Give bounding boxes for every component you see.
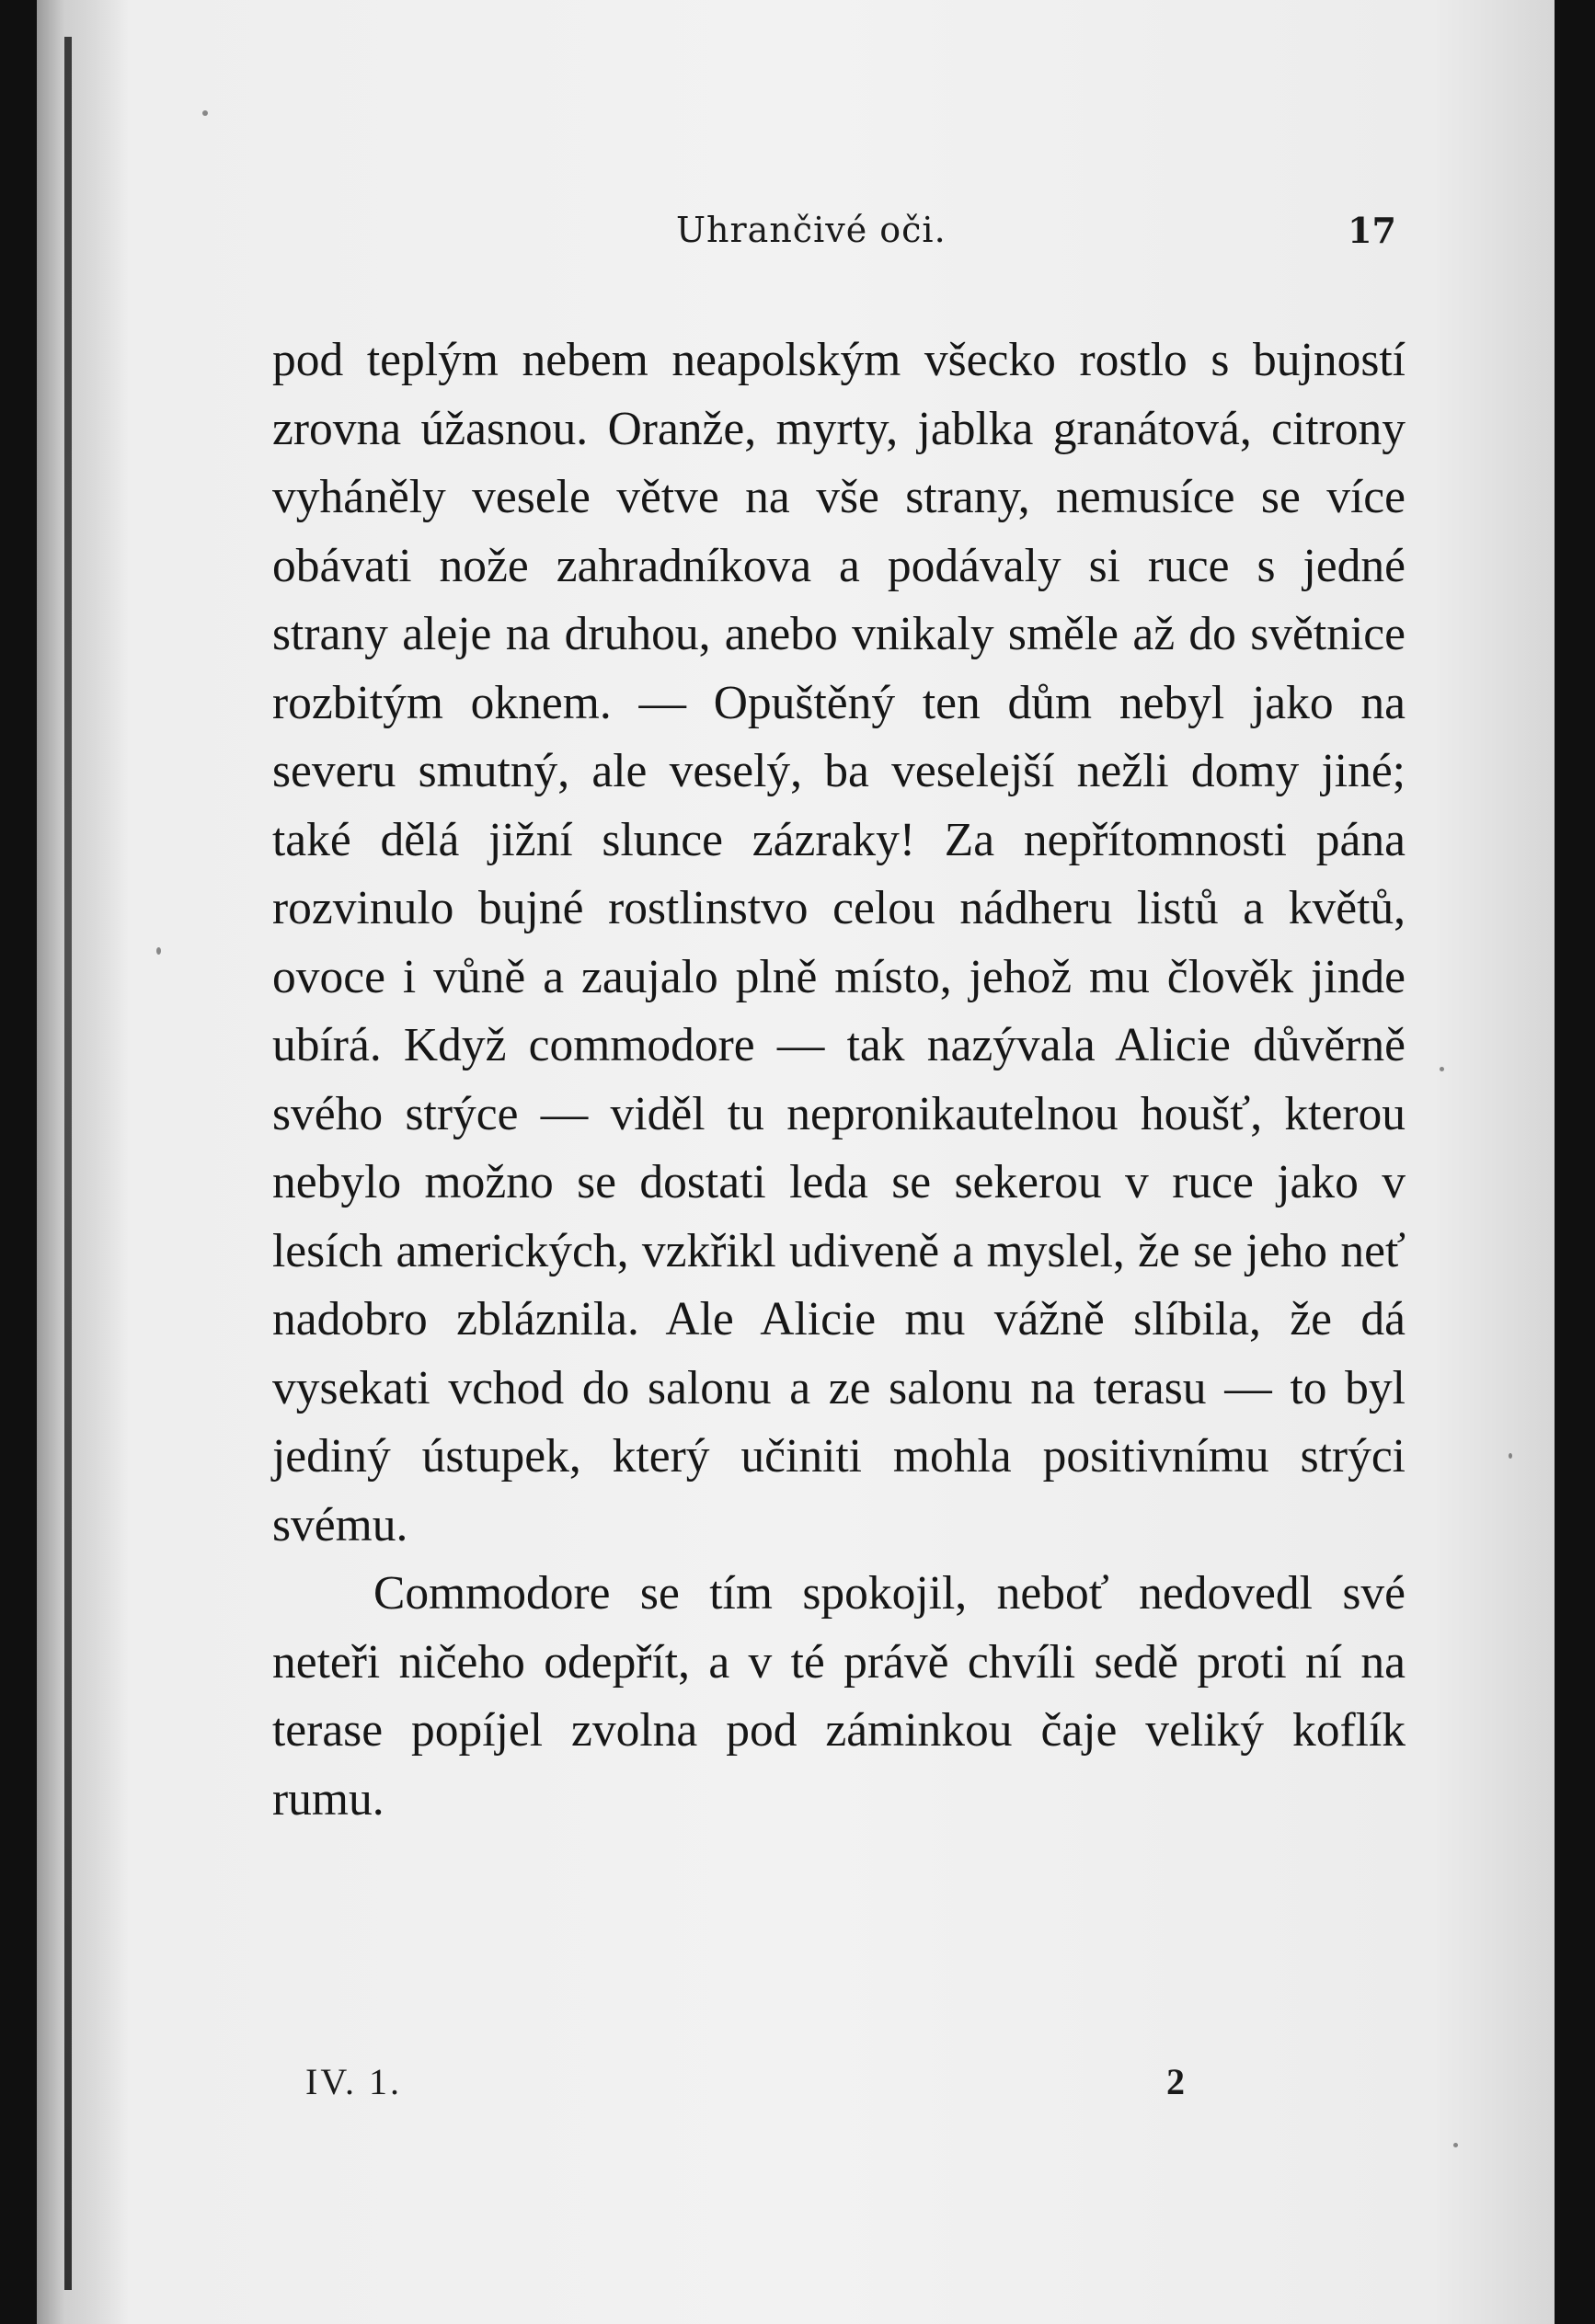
paragraph-2: Commodore se tím spokojil, neboť nedovedl své neteři ničeho odepřít, a v té právě chvíli sedě proti ní na terase popíjel zvolna pod záminkou čaje veliký koflík rumu. bbox=[272, 1567, 1406, 1826]
page-header bbox=[37, 210, 1555, 265]
paper-speck bbox=[156, 947, 161, 955]
paper-speck bbox=[1453, 2143, 1458, 2147]
signature-mark: IV. 1. bbox=[305, 2061, 403, 2102]
paper-speck bbox=[1509, 1453, 1512, 1459]
sheet-number: 2 bbox=[1166, 2061, 1185, 2102]
page-footer bbox=[37, 2060, 1555, 2115]
paper-speck bbox=[1440, 1067, 1444, 1071]
running-title: Uhrančivé oči. bbox=[676, 210, 947, 250]
page-number: 17 bbox=[1348, 210, 1396, 251]
page-binding-shadow bbox=[37, 0, 129, 2324]
binding-edge bbox=[64, 37, 72, 2290]
book-page bbox=[37, 0, 1555, 2324]
paragraph-1: pod teplým nebem neapolským všecko rostlo s bujností zrovna úžasnou. Oranže, myrty, jablka granátová, citrony vyháněly vesele větve na vše strany, nemusíce se více obávati nože zahradníkova a podávaly si ruce s jedné strany aleje na druhou, anebo vnikaly směle až do světnice rozbitým oknem. — Opuštěný ten dům nebyl jako na severu smutný, ale veselý, ba veselejší nežli domy jiné; také dělá jižní slunce zázraky! Za nepřítomnosti pána rozvinulo bujné rostlinstvo celou nádheru listů a květů, ovoce i vůně a zaujalo plně místo, jehož mu člověk jinde ubírá. Když commodore — tak nazývala Alicie důvěrně svého strýce — viděl tu nepronikautelnou houšť, kterou nebylo možno se dostati leda se sekerou v ruce jako v lesích amerických, vzkřikl udiveně a myslel, že se jeho neť nadobro zbláznila. Ale Alicie mu vážně slíbila, že dá vysekati vchod do salonu a ze salonu na terasu — to byl jediný ústupek, který učiniti mohla positivnímu strýci svému. bbox=[272, 334, 1406, 1551]
body-text bbox=[272, 326, 1406, 1834]
paper-speck bbox=[202, 110, 208, 116]
